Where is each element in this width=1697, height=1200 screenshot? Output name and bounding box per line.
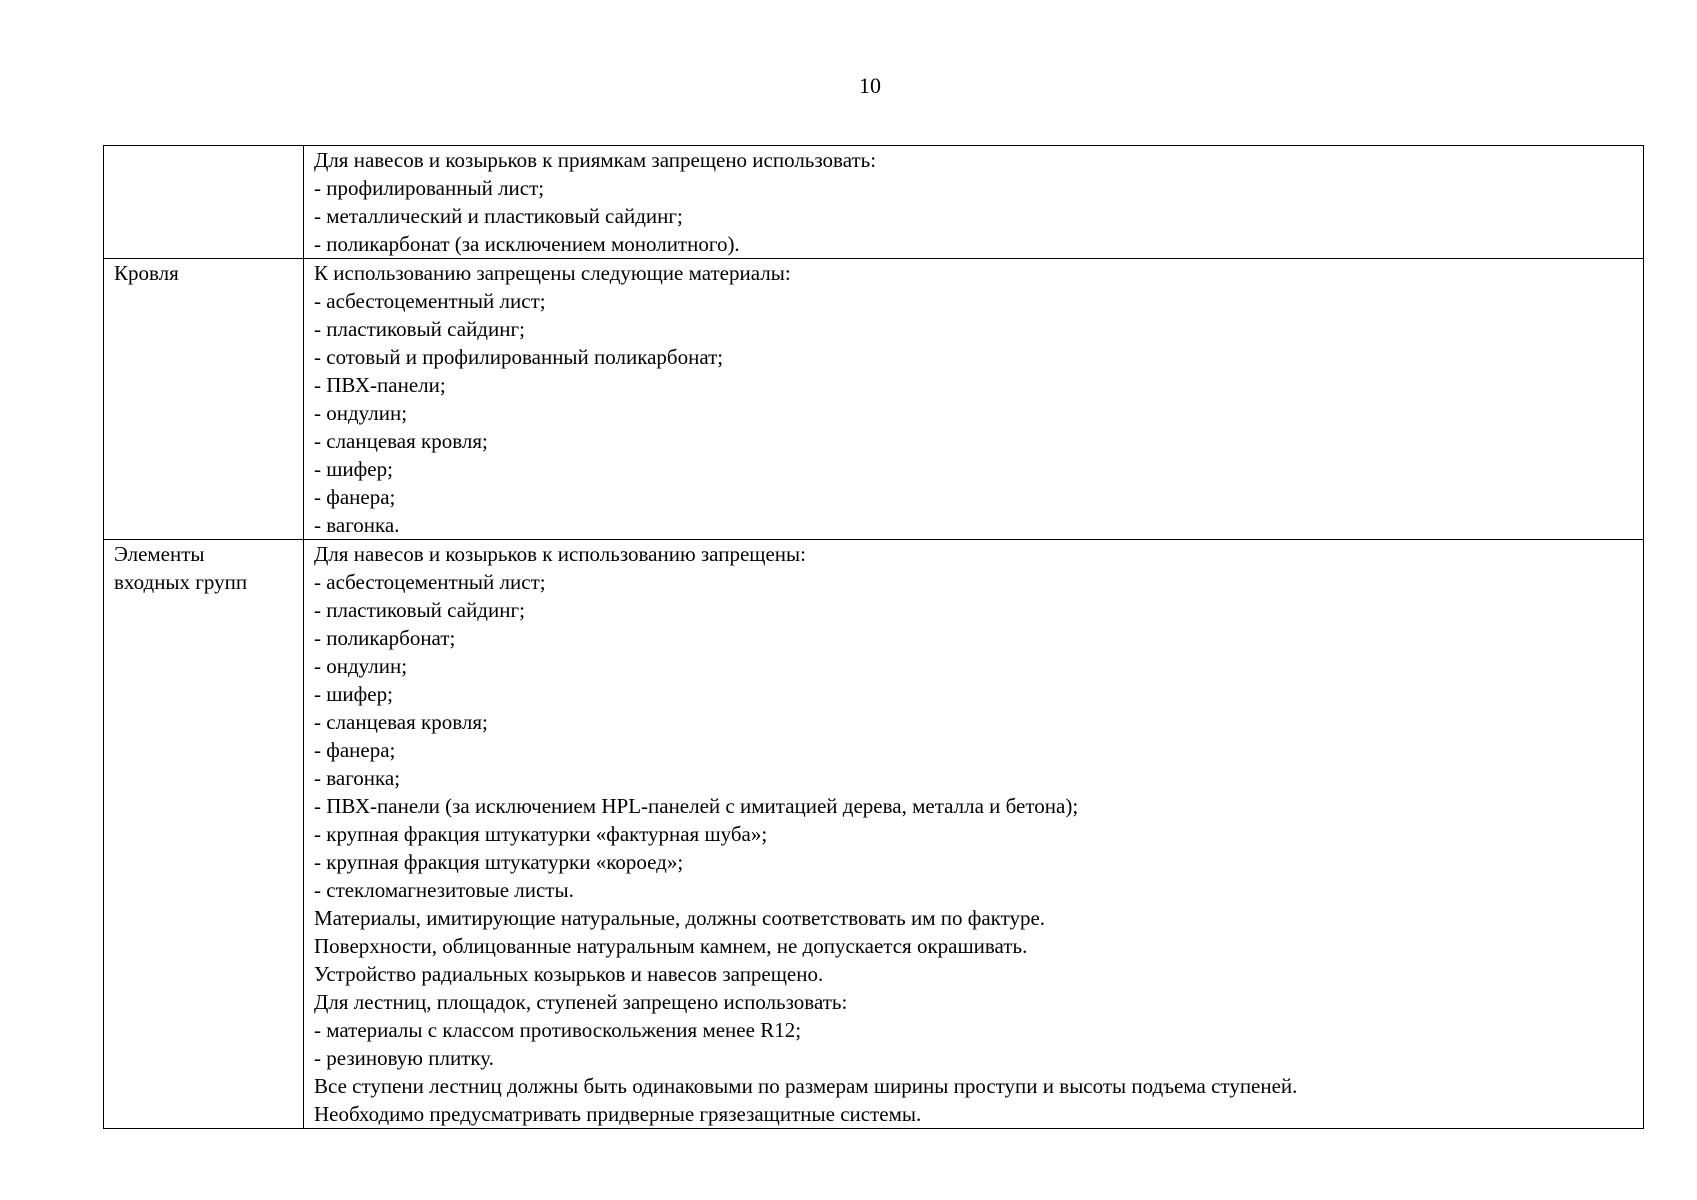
requirement-line: Необходимо предусматривать придверные грязезащитные системы. xyxy=(314,1102,922,1126)
requirement-line: - шифер; xyxy=(314,682,393,706)
requirement-line: К использованию запрещены следующие материалы: xyxy=(314,261,791,285)
requirement-line: - пластиковый сайдинг; xyxy=(314,317,525,341)
requirement-line: - крупная фракция штукатурки «короед»; xyxy=(314,850,684,874)
category-label xyxy=(114,174,295,202)
requirement-line: Поверхности, облицованные натуральным камнем, не допускается окрашивать. xyxy=(314,934,1028,958)
category-label: Элементы xyxy=(114,542,205,566)
category-cell xyxy=(104,146,304,259)
requirement-line: - поликарбонат; xyxy=(314,626,456,650)
requirement-line: Материалы, имитирующие натуральные, должны соответствовать им по фактуре. xyxy=(314,906,1046,930)
requirement-line: - профилированный лист; xyxy=(314,176,545,200)
category-cell xyxy=(104,540,304,1129)
category-label: входных групп xyxy=(114,570,248,594)
page-number: 10 xyxy=(859,73,881,98)
requirement-line: - фанера; xyxy=(314,485,396,509)
requirements-cell xyxy=(304,540,1644,1129)
table-body xyxy=(104,146,1644,1129)
category-label xyxy=(114,287,295,315)
requirement-line: Устройство радиальных козырьков и навесов запрещено. xyxy=(314,962,824,986)
requirement-line: - вагонка. xyxy=(314,513,400,537)
requirement-line: - вагонка; xyxy=(314,766,401,790)
requirement-line: Все ступени лестниц должны быть одинаковыми по размерам ширины проступи и высоты подъема ступеней. xyxy=(314,1074,1298,1098)
requirement-line: Для навесов и козырьков к приямкам запрещено использовать: xyxy=(314,148,877,172)
requirement-line: - сланцевая кровля; xyxy=(314,429,488,453)
requirement-line: - асбестоцементный лист; xyxy=(314,289,546,313)
requirement-line: - резиновую плитку. xyxy=(314,1046,494,1070)
requirement-line: - ПВХ-панели; xyxy=(314,373,446,397)
requirement-line: - металлический и пластиковый сайдинг; xyxy=(314,204,683,228)
table-row xyxy=(104,540,1644,1129)
requirement-line: - шифер; xyxy=(314,457,393,481)
requirement-line: - стекломагнезитовые листы. xyxy=(314,878,574,902)
requirement-line: - ПВХ-панели (за исключением HPL-панелей с имитацией дерева, металла и бетона); xyxy=(314,794,1079,818)
requirements-cell xyxy=(304,259,1644,540)
requirement-line: - ондулин; xyxy=(314,401,408,425)
requirement-line: - фанера; xyxy=(314,738,396,762)
requirement-line: - сотовый и профилированный поликарбонат; xyxy=(314,345,724,369)
requirement-line: - крупная фракция штукатурки «фактурная шуба»; xyxy=(314,822,768,846)
category-label xyxy=(114,146,295,174)
requirement-line: - поликарбонат (за исключением монолитного). xyxy=(314,232,740,256)
requirement-line: - асбестоцементный лист; xyxy=(314,570,546,594)
table-row xyxy=(104,259,1644,540)
requirements-table xyxy=(103,145,1644,1129)
requirement-line: Для навесов и козырьков к использованию запрещены: xyxy=(314,542,806,566)
category-label: Кровля xyxy=(114,261,179,285)
requirements-cell xyxy=(304,146,1644,259)
requirement-line: Для лестниц, площадок, ступеней запрещено использовать: xyxy=(314,990,848,1014)
requirement-line: - пластиковый сайдинг; xyxy=(314,598,525,622)
requirement-line: - материалы с классом противоскольжения менее R12; xyxy=(314,1018,802,1042)
requirement-line: - ондулин; xyxy=(314,654,408,678)
requirement-line: - сланцевая кровля; xyxy=(314,710,488,734)
table-row xyxy=(104,146,1644,259)
category-cell xyxy=(104,259,304,540)
